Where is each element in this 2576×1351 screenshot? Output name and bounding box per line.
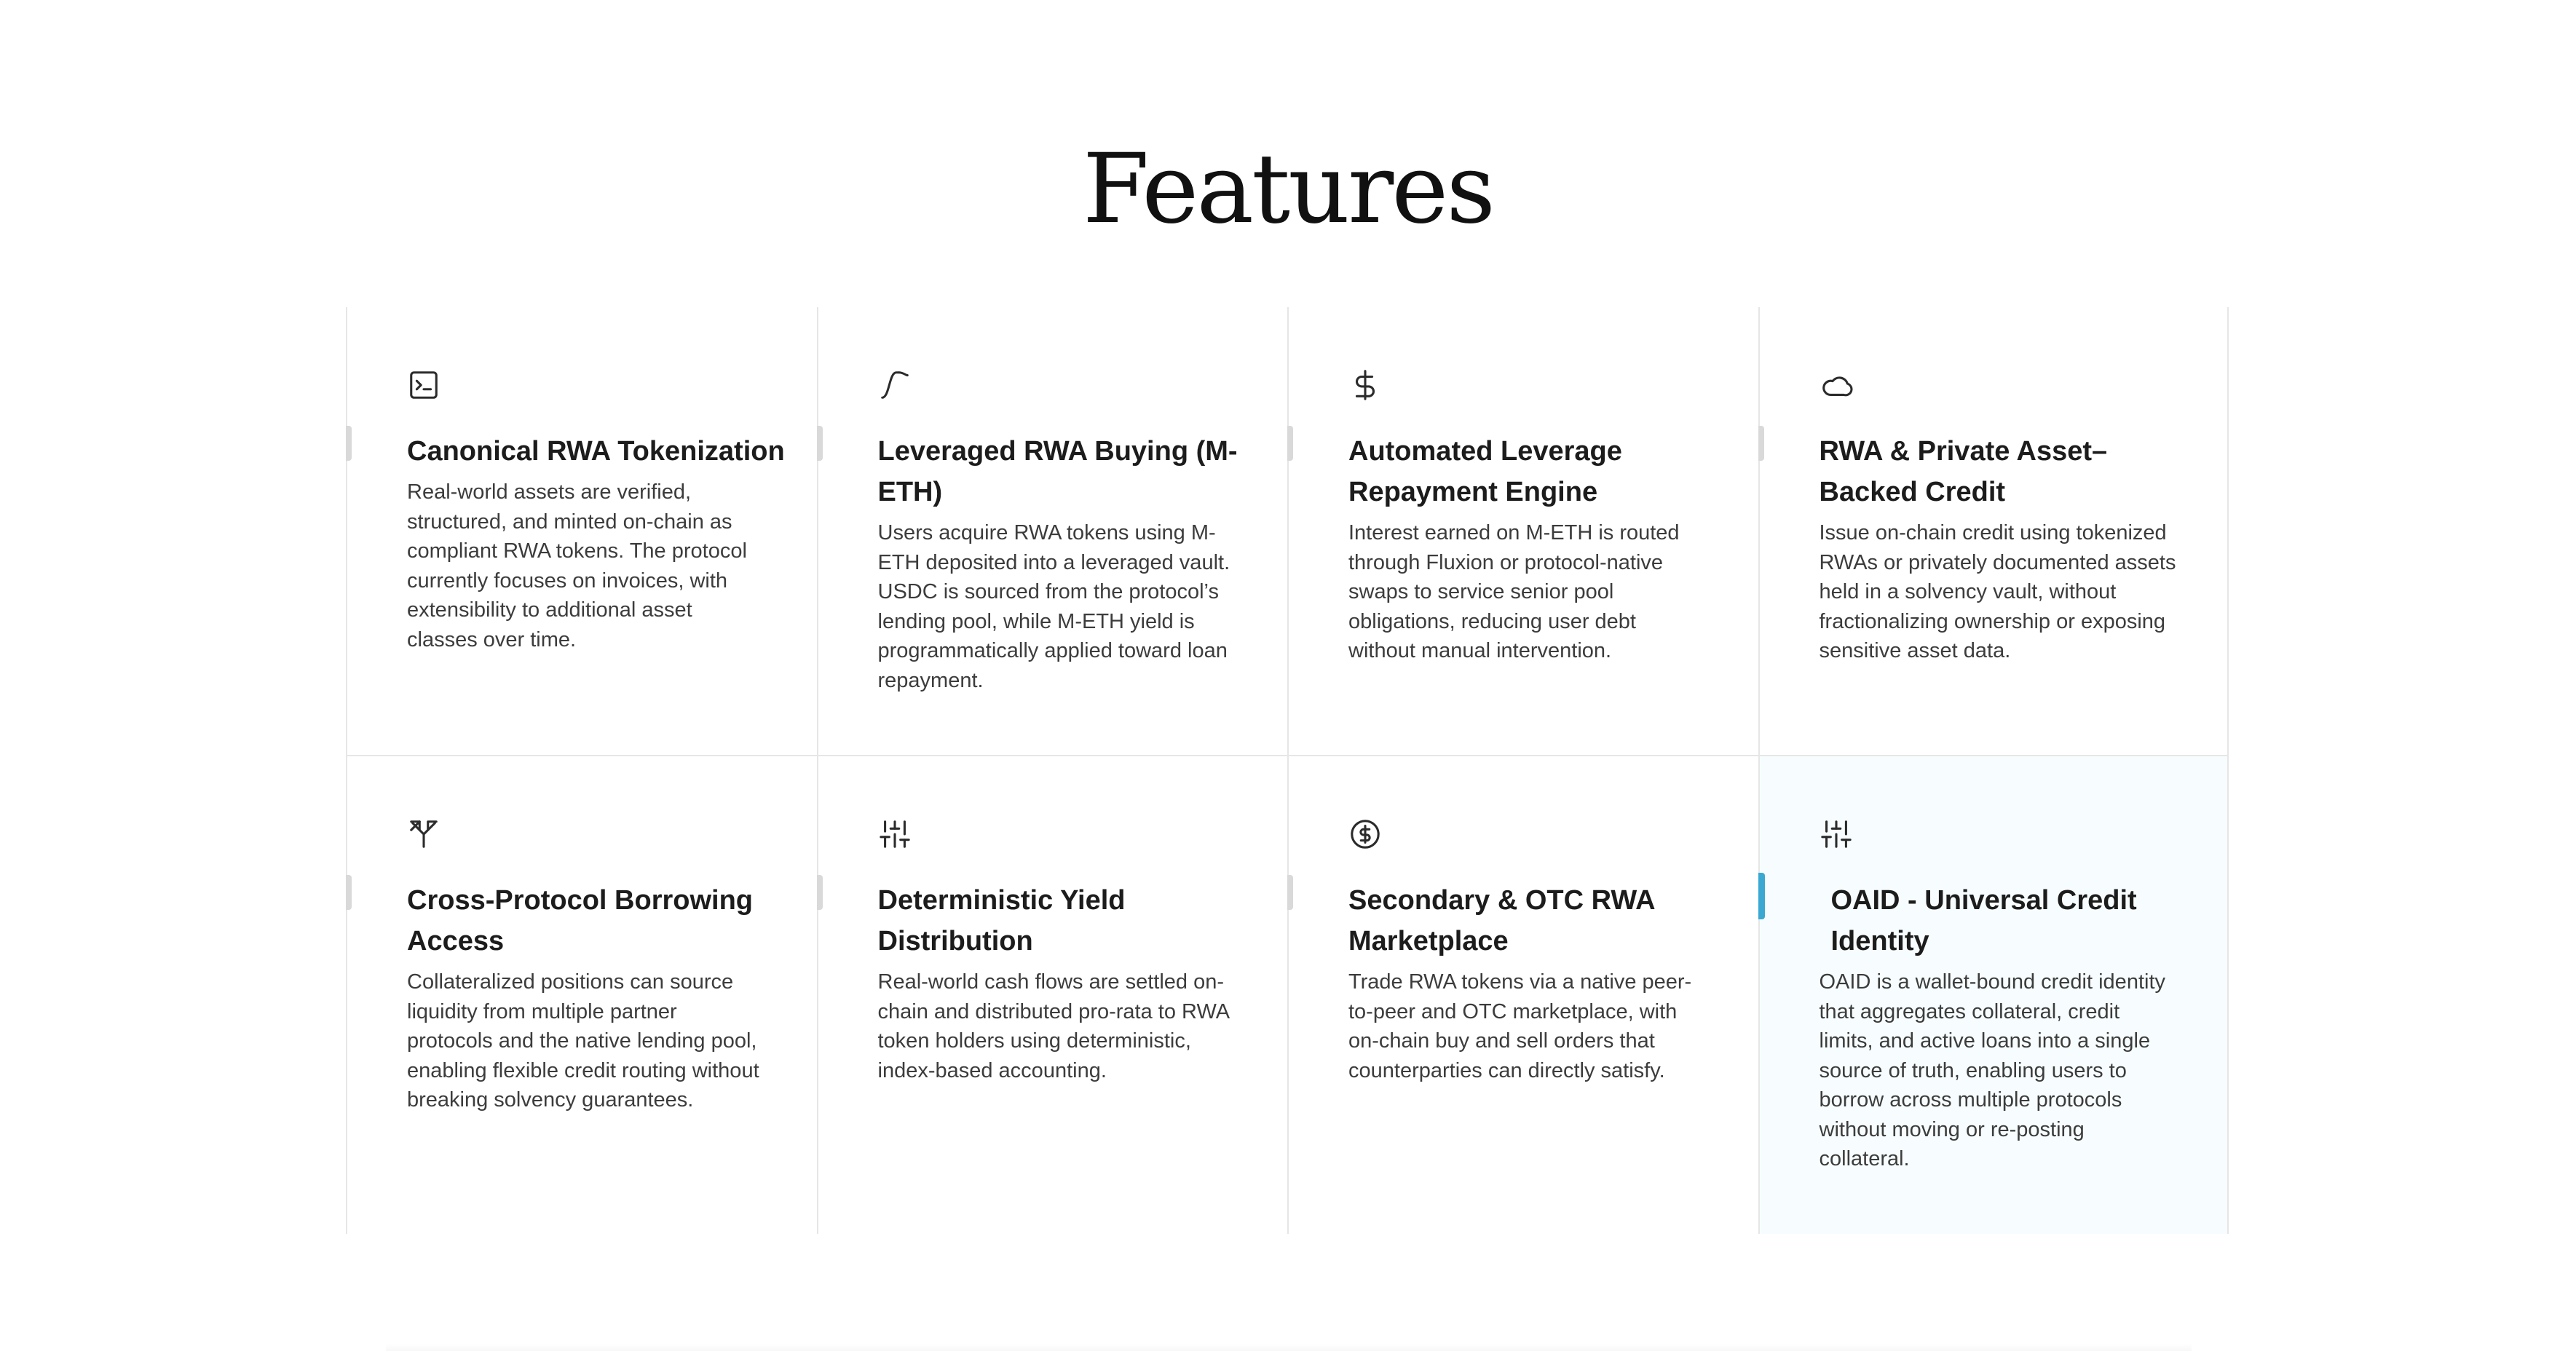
sliders-icon xyxy=(878,817,912,851)
feature-card-oaid-credit-identity[interactable] xyxy=(1758,756,2229,1234)
split-arrow-icon xyxy=(407,817,440,851)
feature-title: Cross-Protocol Borrowing Access xyxy=(407,885,754,956)
feature-card-leveraged-buying[interactable] xyxy=(817,307,1288,756)
card-accent-bar xyxy=(346,875,352,910)
feature-description: Issue on-chain credit using tokenized RWAs or privately documented assets held in a solvency vault, without fractionalizing ownership or exposing sensitive asset data. xyxy=(1819,521,2176,662)
page-title: Features xyxy=(1082,133,1494,245)
feature-card-cross-protocol-borrowing[interactable] xyxy=(346,756,817,1234)
circle-dollar-icon xyxy=(1348,817,1382,851)
feature-description: Interest earned on M-ETH is routed through Fluxion or protocol-native swaps to service senior pool obligations, reducing user debt without manual intervention. xyxy=(1348,521,1680,662)
feature-card-asset-backed-credit[interactable] xyxy=(1758,307,2229,756)
feature-title: RWA & Private Asset–Backed Credit xyxy=(1819,436,2108,507)
feature-title: OAID - Universal Credit Identity xyxy=(1830,885,2137,956)
card-accent-bar xyxy=(817,426,823,461)
curve-icon xyxy=(878,368,912,402)
feature-card-rwa-tokenization[interactable] xyxy=(346,307,817,756)
feature-card-otc-marketplace[interactable] xyxy=(1287,756,1758,1234)
sliders-icon xyxy=(1820,817,1853,851)
card-accent-bar xyxy=(1287,426,1293,461)
feature-description: Users acquire RWA tokens using M-ETH deposited into a leveraged vault. USDC is sourced from the protocol’s lending pool, while M-ETH yield is programmatically applied toward loan repayment. xyxy=(877,521,1230,692)
card-accent-bar xyxy=(1758,426,1764,461)
feature-title: Secondary & OTC RWA Marketplace xyxy=(1348,885,1655,956)
feature-description: Collateralized positions can source liquidity from multiple partner protocols and the native lending pool, enabling flexible credit routing without breaking solvency guarantees. xyxy=(407,970,759,1112)
feature-title: Deterministic Yield Distribution xyxy=(877,885,1126,956)
feature-description: Trade RWA tokens via a native peer-to-peer and OTC marketplace, with on-chain buy and sell orders that counterparties can directly satisfy. xyxy=(1348,970,1692,1082)
section-divider-shadow xyxy=(386,1344,2192,1351)
terminal-icon xyxy=(407,368,440,402)
feature-title: Automated Leverage Repayment Engine xyxy=(1348,436,1622,507)
dollar-icon xyxy=(1348,368,1382,402)
card-accent-bar-active xyxy=(1758,873,1765,919)
feature-description: Real-world cash flows are settled on-chain and distributed pro-rata to RWA token holders using deterministic, index-based accounting. xyxy=(877,970,1229,1082)
feature-title: Canonical RWA Tokenization xyxy=(407,436,785,467)
feature-title: Leveraged RWA Buying (M-ETH) xyxy=(877,436,1238,507)
feature-description: OAID is a wallet-bound credit identity that aggregates collateral, credit limits, and active loans into a single source of truth, enabling users to borrow across multiple protocols without moving or re-posting collateral. xyxy=(1819,970,2165,1170)
features-grid xyxy=(346,307,2229,1234)
feature-card-yield-distribution[interactable] xyxy=(817,756,1288,1234)
cloud-icon xyxy=(1820,368,1853,402)
feature-description: Real-world assets are verified, structured, and minted on-chain as compliant RWA tokens. The protocol currently focuses on invoices, with extensibility to additional asset classes over time. xyxy=(407,480,747,651)
card-accent-bar xyxy=(817,875,823,910)
card-accent-bar xyxy=(1287,875,1293,910)
feature-card-repayment-engine[interactable] xyxy=(1287,307,1758,756)
card-accent-bar xyxy=(346,426,352,461)
